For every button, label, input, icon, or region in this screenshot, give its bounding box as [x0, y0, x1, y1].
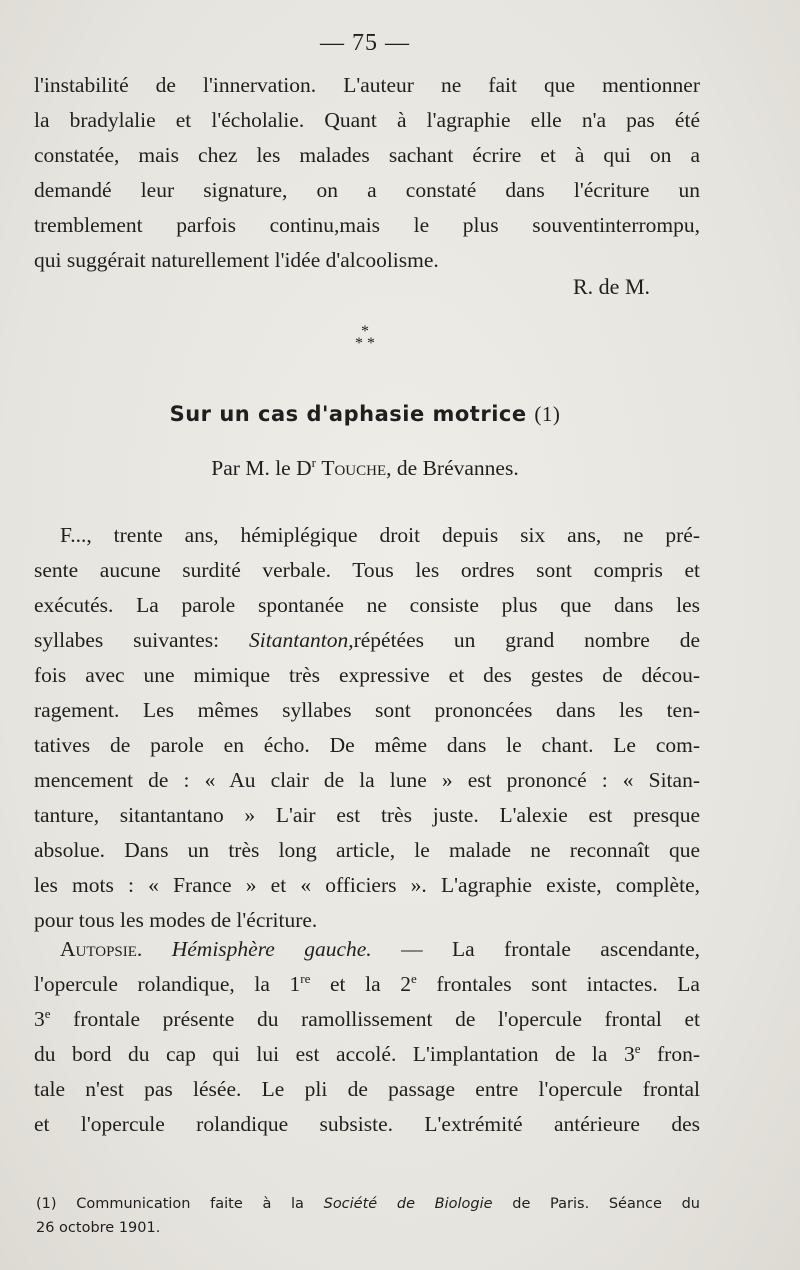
- byline-prefix: Par M. le D: [211, 456, 312, 480]
- superscript: e: [410, 970, 417, 986]
- text-segment: du bord du cap qui lui est accolé. L'implantation de la 3: [34, 1042, 635, 1066]
- italic-term: Sitantanton,: [249, 628, 354, 652]
- text-line: [34, 1037, 700, 1072]
- author-name: Touche: [321, 456, 387, 480]
- text-segment: et la 2: [310, 972, 411, 996]
- text-line: la bradylalie et l'écholalie. Quant à l'agraphie elle n'a pas été: [34, 108, 700, 132]
- text-segment: syllabes suivantes:: [34, 628, 250, 652]
- text-line: ragement. Les mêmes syllabes sont prononcées dans les ten-: [34, 698, 700, 722]
- text-segment: l'opercule rolandique, la 1: [34, 972, 301, 996]
- section-title-text: Sur un cas d'aphasie motrice: [169, 402, 527, 426]
- text-line: l'instabilité de l'innervation. L'auteur ne fait que mentionner: [34, 73, 700, 97]
- text-line: pour tous les modes de l'écriture.: [34, 908, 318, 932]
- text-segment: — La frontale ascendante,: [371, 937, 700, 961]
- text-line: et l'opercule rolandique subsiste. L'extrémité antérieure des: [34, 1112, 700, 1136]
- text-line: [34, 967, 700, 1002]
- footnote-line: 26 octobre 1901.: [36, 1220, 161, 1236]
- asterism-bottom: * *: [355, 335, 375, 352]
- text-line: tanture, sitantantano » L'air est très juste. L'alexie est presque: [34, 803, 700, 827]
- section-title: [0, 402, 730, 427]
- text-line: qui suggérait naturellement l'idée d'alcoolisme.: [34, 248, 439, 272]
- text-segment: frontales sont intactes. La: [416, 972, 700, 996]
- byline-superscript: r: [311, 454, 316, 470]
- text-line: tatives de parole en écho. De même dans le chant. Le com-: [34, 733, 700, 757]
- text-segment: de Paris. Séance du: [492, 1196, 700, 1212]
- text-segment: fron-: [640, 1042, 700, 1066]
- text-line: tremblement parfois continu,mais le plus souventinterrompu,: [34, 213, 700, 237]
- superscript: e: [44, 1005, 51, 1021]
- asterism-separator: [0, 323, 730, 352]
- text-segment: (1) Communication faite à la: [36, 1196, 324, 1212]
- text-line: absolue. Dans un très long article, le malade ne reconnaît que: [34, 838, 700, 862]
- autopsy-label: Autopsie.: [60, 937, 143, 961]
- asterism-top: *: [361, 323, 369, 340]
- text-line: fois avec une mimique très expressive et des gestes de décou-: [34, 663, 700, 687]
- text-line: F..., trente ans, hémiplégique droit depuis six ans, ne pré-: [60, 523, 700, 547]
- text-line: [34, 932, 700, 967]
- paragraph-autopsy: [34, 932, 700, 1142]
- superscript: e: [634, 1040, 641, 1056]
- text-segment: 3: [34, 1007, 45, 1031]
- paragraph-previous-article: [34, 68, 700, 278]
- text-segment: répétées un grand nombre de: [353, 628, 700, 652]
- footnote: [36, 1192, 700, 1240]
- text-line: demandé leur signature, on a constaté dans l'écriture un: [34, 178, 700, 202]
- page-number: — 75 —: [320, 30, 410, 56]
- text-line: [34, 1002, 700, 1037]
- byline-suffix: , de Brévannes.: [386, 456, 519, 480]
- byline: [0, 456, 730, 481]
- text-line: mencement de : « Au clair de la lune » est prononcé : « Sitan-: [34, 768, 700, 792]
- paragraph-case-description: [34, 518, 700, 938]
- text-segment: frontale présente du ramollissement de l'opercule frontal et: [50, 1007, 700, 1031]
- superscript: re: [300, 970, 311, 986]
- italic-term: Hémisphère gauche.: [171, 937, 372, 961]
- footnote-reference[interactable]: (1): [534, 402, 561, 426]
- text-line: les mots : « France » et « officiers ». L'agraphie existe, complète,: [34, 873, 700, 897]
- text-line: [34, 623, 700, 658]
- footnote-line: [36, 1192, 700, 1216]
- text-line: exécutés. La parole spontanée ne consiste plus que dans les: [34, 593, 700, 617]
- author-signature: R. de M.: [573, 274, 650, 299]
- text-line: constatée, mais chez les malades sachant écrire et à qui on a: [34, 143, 700, 167]
- text-line: sente aucune surdité verbale. Tous les ordres sont compris et: [34, 558, 700, 582]
- italic-term: Société de Biologie: [323, 1196, 493, 1212]
- text-line: tale n'est pas lésée. Le pli de passage entre l'opercule frontal: [34, 1077, 700, 1101]
